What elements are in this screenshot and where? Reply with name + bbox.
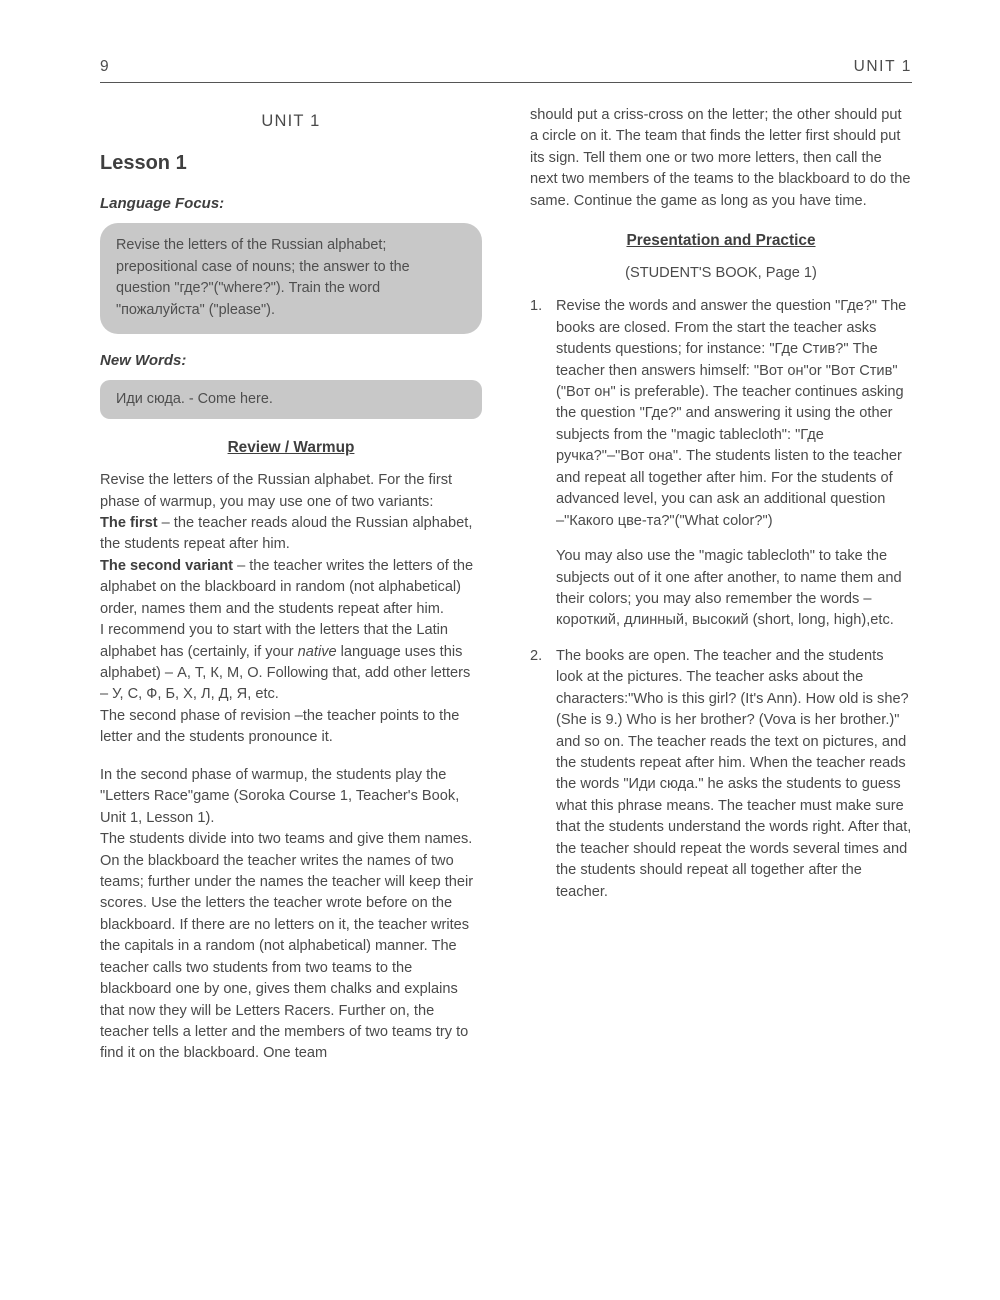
list-item-paragraph: Revise the words and answer the question "Где?" The books are closed. From the start the teacher asks students questions; for instance: "Где Стив?" The teacher then answers himself: "Вот он"or "Вот Стив" ("Вот он" is preferable). The teacher continues asking the question "Где?" and answering it using the other subjects from the "magic tablecloth": "Где ручка?"–"Вот она". The students listen to the teacher and repeat all together after him. For the students of advanced level, you can ask an additional question –"Какого цве-та?"("What color?") xyxy=(556,298,907,529)
numbered-list xyxy=(530,296,912,903)
list-item-paragraph: The books are open. The teacher and the students look at the pictures. The teacher asks about the characters:"Who is this girl? (It's Ann). How old is she? (She is 9.) Who is her brother? (Vova is her brother.)" and so on. The teacher reads the text on pictures, and the students repeat after him. When the teacher reads the words "Иди сюда." he asks the students to guess what this phrase means. The teacher must make sure that the students understand the words right. After that, the teacher should repeat the words several times and the students should repeat all together after the teacher. xyxy=(556,647,912,900)
new-words-label: New Words: xyxy=(100,352,187,370)
left-column xyxy=(100,105,482,1065)
list-item-paragraph: You may also use the "magic tablecloth" to take the subjects out of it one after another, to name them and their colors; you may also remember the words – короткий, длинный, высокий (short, long, high),etc. xyxy=(556,548,902,629)
right-column xyxy=(530,105,912,917)
list-item xyxy=(530,296,912,632)
paragraph-teams: The students divide into two teams and give them names. On the blackboard the teacher writes the names of two teams; further under the names the teacher will keep their scores. Use the letters the teacher wrote before on the blackboard. If there are no letters on it, the teacher writes the capitals in a random (not alphabetical) manner. The teacher calls two students from two teams to the blackboard one by one, gives them chalks and explains that now they will be Letters Racers. Further on, the teacher tells a letter and the members of two teams try to find it on the blackboard. One team xyxy=(100,831,474,1062)
recommendation-text-b: language uses this alphabet) – А, Т, К, М, О. Following that, add other letters – У, С, Ф, Б, Х, Л, Д, Я, etc. xyxy=(100,643,471,703)
review-warmup-heading: Review / Warmup xyxy=(227,439,355,457)
presentation-practice-heading: Presentation and Practice xyxy=(626,232,816,250)
paragraph-continuation: should put a criss-cross on the letter; the other should put a circle on it. The team that finds the letter first should put its sign. Tell them one or two more letters, then call the next two members of the teams to the blackboard to do the same. Continue the game as long as you have time. xyxy=(530,107,911,209)
first-variant-text: – the teacher reads aloud the Russian alphabet, the students repeat after him. xyxy=(100,514,473,553)
paragraph-second-variant xyxy=(100,556,482,620)
first-variant-lead: The first xyxy=(100,514,158,531)
page-number: 9 xyxy=(100,58,110,75)
paragraph-first-variant xyxy=(100,513,482,556)
list-item xyxy=(530,646,912,903)
list-item-number: 2. xyxy=(530,647,543,664)
language-focus-box: Revise the letters of the Russian alphabet; prepositional case of nouns; the answer to the question "где?"("where?"). Train the word "пожалуйста" ("please"). xyxy=(100,223,482,335)
list-item-body xyxy=(556,646,912,903)
paragraph-revise-letters: Revise the letters of the Russian alphabet. For the first phase of warmup, you may use one of two variants: xyxy=(100,472,453,510)
list-item-body xyxy=(556,296,912,632)
running-head: UNIT 1 xyxy=(853,58,912,75)
recommendation-italic: native xyxy=(297,643,337,660)
list-item-number: 1. xyxy=(530,298,543,315)
new-words-box: Иди сюда. - Come here. xyxy=(100,380,482,419)
two-column-body xyxy=(100,105,912,1065)
paragraph-letters-race: In the second phase of warmup, the students play the "Letters Race"game (Soroka Course 1, Teacher's Book, Unit 1, Lesson 1). xyxy=(100,766,460,826)
second-variant-text: – the teacher writes the letters of the alphabet on the blackboard in random (not alphabetical) order, names them and the students repeat after him. xyxy=(100,557,474,617)
presentation-practice-subheading: (STUDENT'S BOOK, Page 1) xyxy=(625,264,817,281)
paragraph-second-phase: The second phase of revision –the teacher points to the letter and the students pronounce it. xyxy=(100,707,460,746)
lesson-title: Lesson 1 xyxy=(100,152,187,175)
second-variant-lead: The second variant xyxy=(100,557,234,574)
paragraph-recommendation xyxy=(100,620,482,706)
recommendation-text-a: I recommend you to start with the letters that the Latin alphabet has (certainly, if your xyxy=(100,622,448,660)
language-focus-label: Language Focus: xyxy=(100,194,225,212)
header-rule xyxy=(100,82,912,83)
unit-title: UNIT 1 xyxy=(261,112,321,130)
page-header xyxy=(100,58,912,82)
